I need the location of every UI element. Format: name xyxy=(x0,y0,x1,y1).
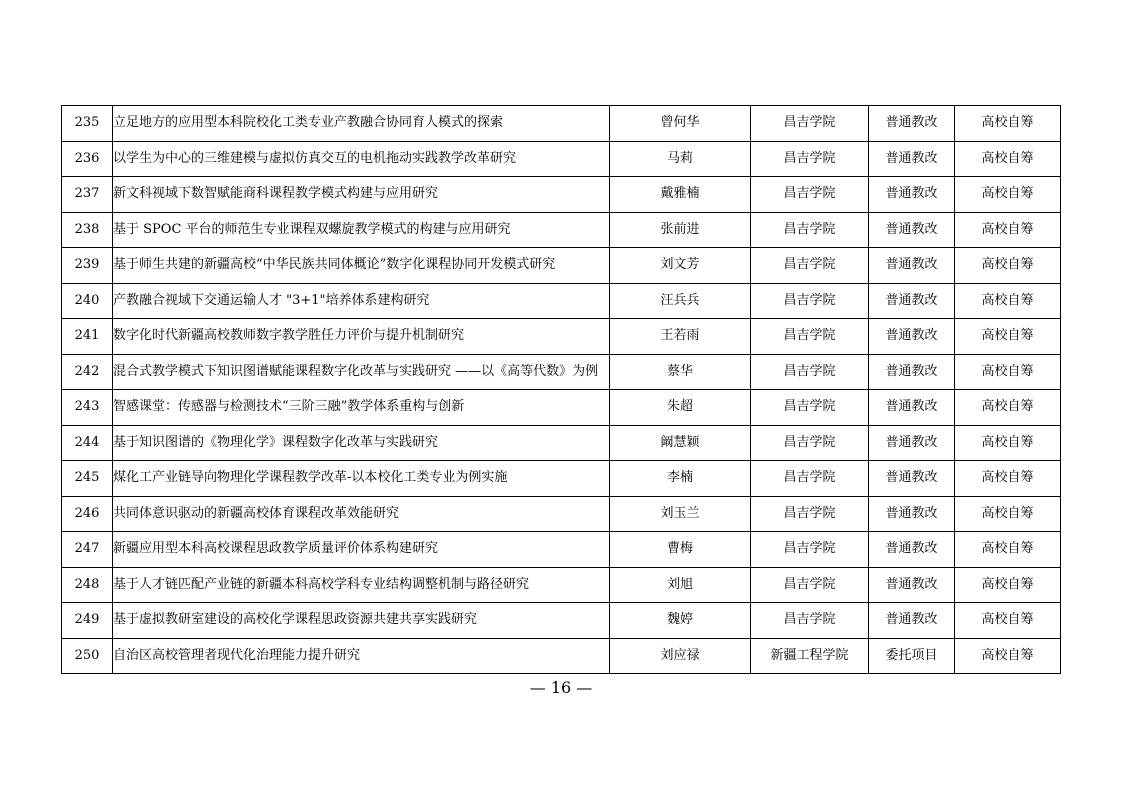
institution-name: 昌吉学院 xyxy=(751,212,869,248)
project-leader: 曾何华 xyxy=(610,106,751,142)
project-leader: 刘应禄 xyxy=(610,638,751,674)
institution-name: 昌吉学院 xyxy=(751,567,869,603)
project-category: 普通教改 xyxy=(869,354,955,390)
row-number: 242 xyxy=(62,354,113,390)
project-title: 自治区高校管理者现代化治理能力提升研究 xyxy=(113,638,610,674)
institution-name: 昌吉学院 xyxy=(751,141,869,177)
project-category: 普通教改 xyxy=(869,532,955,568)
institution-name: 新疆工程学院 xyxy=(751,638,869,674)
table-row xyxy=(62,603,1061,639)
project-category: 普通教改 xyxy=(869,603,955,639)
project-category: 普通教改 xyxy=(869,425,955,461)
funding-source: 高校自筹 xyxy=(955,248,1061,284)
institution-name: 昌吉学院 xyxy=(751,532,869,568)
institution-name: 昌吉学院 xyxy=(751,496,869,532)
project-category: 普通教改 xyxy=(869,461,955,497)
table-row xyxy=(62,319,1061,355)
table-row xyxy=(62,248,1061,284)
table-row xyxy=(62,638,1061,674)
funding-source: 高校自筹 xyxy=(955,212,1061,248)
row-number: 244 xyxy=(62,425,113,461)
project-title: 混合式教学模式下知识图谱赋能课程数字化改革与实践研究 ——以《高等代数》为例 xyxy=(113,354,610,390)
project-title: 基于师生共建的新疆高校“中华民族共同体概论”数字化课程协同开发模式研究 xyxy=(113,248,610,284)
project-category: 普通教改 xyxy=(869,283,955,319)
project-leader: 魏婷 xyxy=(610,603,751,639)
funding-source: 高校自筹 xyxy=(955,567,1061,603)
project-leader: 汪兵兵 xyxy=(610,283,751,319)
row-number: 240 xyxy=(62,283,113,319)
funding-source: 高校自筹 xyxy=(955,354,1061,390)
project-title: 产教融合视域下交通运输人才 "3+1"培养体系建构研究 xyxy=(113,283,610,319)
institution-name: 昌吉学院 xyxy=(751,106,869,142)
table-row xyxy=(62,496,1061,532)
institution-name: 昌吉学院 xyxy=(751,390,869,426)
row-number: 245 xyxy=(62,461,113,497)
institution-name: 昌吉学院 xyxy=(751,425,869,461)
funding-source: 高校自筹 xyxy=(955,638,1061,674)
project-leader: 阚慧颖 xyxy=(610,425,751,461)
page-number: — 16 — xyxy=(529,678,593,697)
project-category: 普通教改 xyxy=(869,212,955,248)
institution-name: 昌吉学院 xyxy=(751,461,869,497)
institution-name: 昌吉学院 xyxy=(751,319,869,355)
row-number: 237 xyxy=(62,177,113,213)
project-category: 委托项目 xyxy=(869,638,955,674)
funding-source: 高校自筹 xyxy=(955,106,1061,142)
project-category: 普通教改 xyxy=(869,106,955,142)
row-number: 243 xyxy=(62,390,113,426)
project-title: 基于虚拟教研室建设的高校化学课程思政资源共建共享实践研究 xyxy=(113,603,610,639)
institution-name: 昌吉学院 xyxy=(751,354,869,390)
institution-name: 昌吉学院 xyxy=(751,177,869,213)
funding-source: 高校自筹 xyxy=(955,425,1061,461)
project-title: 共同体意识驱动的新疆高校体育课程改革效能研究 xyxy=(113,496,610,532)
row-number: 235 xyxy=(62,106,113,142)
row-number: 247 xyxy=(62,532,113,568)
funding-source: 高校自筹 xyxy=(955,532,1061,568)
project-title: 以学生为中心的三维建模与虚拟仿真交互的电机拖动实践教学改革研究 xyxy=(113,141,610,177)
project-category: 普通教改 xyxy=(869,141,955,177)
project-table xyxy=(61,105,1061,674)
project-title: 煤化工产业链导向物理化学课程教学改革-以本校化工类专业为例实施 xyxy=(113,461,610,497)
project-title: 数字化时代新疆高校教师数字教学胜任力评价与提升机制研究 xyxy=(113,319,610,355)
project-leader: 马莉 xyxy=(610,141,751,177)
project-leader: 张前进 xyxy=(610,212,751,248)
project-category: 普通教改 xyxy=(869,390,955,426)
project-title: 基于知识图谱的《物理化学》课程数字化改革与实践研究 xyxy=(113,425,610,461)
funding-source: 高校自筹 xyxy=(955,461,1061,497)
table-row xyxy=(62,390,1061,426)
project-category: 普通教改 xyxy=(869,496,955,532)
funding-source: 高校自筹 xyxy=(955,390,1061,426)
table-row xyxy=(62,532,1061,568)
project-category: 普通教改 xyxy=(869,319,955,355)
project-leader: 刘文芳 xyxy=(610,248,751,284)
funding-source: 高校自筹 xyxy=(955,283,1061,319)
row-number: 239 xyxy=(62,248,113,284)
project-category: 普通教改 xyxy=(869,177,955,213)
funding-source: 高校自筹 xyxy=(955,319,1061,355)
project-leader: 戴雅楠 xyxy=(610,177,751,213)
project-leader: 蔡华 xyxy=(610,354,751,390)
project-title: 新疆应用型本科高校课程思政教学质量评价体系构建研究 xyxy=(113,532,610,568)
table-row xyxy=(62,212,1061,248)
project-leader: 曹梅 xyxy=(610,532,751,568)
funding-source: 高校自筹 xyxy=(955,603,1061,639)
table-row xyxy=(62,425,1061,461)
table-row xyxy=(62,141,1061,177)
project-title: 智感课堂：传感器与检测技术“三阶三融”教学体系重构与创新 xyxy=(113,390,610,426)
funding-source: 高校自筹 xyxy=(955,141,1061,177)
project-leader: 刘玉兰 xyxy=(610,496,751,532)
row-number: 236 xyxy=(62,141,113,177)
row-number: 250 xyxy=(62,638,113,674)
project-leader: 朱超 xyxy=(610,390,751,426)
institution-name: 昌吉学院 xyxy=(751,283,869,319)
table-row xyxy=(62,106,1061,142)
row-number: 241 xyxy=(62,319,113,355)
project-category: 普通教改 xyxy=(869,567,955,603)
funding-source: 高校自筹 xyxy=(955,177,1061,213)
project-leader: 王若雨 xyxy=(610,319,751,355)
institution-name: 昌吉学院 xyxy=(751,248,869,284)
row-number: 246 xyxy=(62,496,113,532)
institution-name: 昌吉学院 xyxy=(751,603,869,639)
project-title: 基于人才链匹配产业链的新疆本科高校学科专业结构调整机制与路径研究 xyxy=(113,567,610,603)
table-row xyxy=(62,567,1061,603)
row-number: 249 xyxy=(62,603,113,639)
project-leader: 李楠 xyxy=(610,461,751,497)
row-number: 238 xyxy=(62,212,113,248)
project-title: 基于 SPOC 平台的师范生专业课程双螺旋教学模式的构建与应用研究 xyxy=(113,212,610,248)
table-row xyxy=(62,177,1061,213)
table-row xyxy=(62,354,1061,390)
table-row xyxy=(62,461,1061,497)
table-body xyxy=(62,106,1061,674)
project-leader: 刘旭 xyxy=(610,567,751,603)
row-number: 248 xyxy=(62,567,113,603)
project-category: 普通教改 xyxy=(869,248,955,284)
project-title: 立足地方的应用型本科院校化工类专业产教融合协同育人模式的探索 xyxy=(113,106,610,142)
table-row xyxy=(62,283,1061,319)
project-title: 新文科视域下数智赋能商科课程教学模式构建与应用研究 xyxy=(113,177,610,213)
funding-source: 高校自筹 xyxy=(955,496,1061,532)
